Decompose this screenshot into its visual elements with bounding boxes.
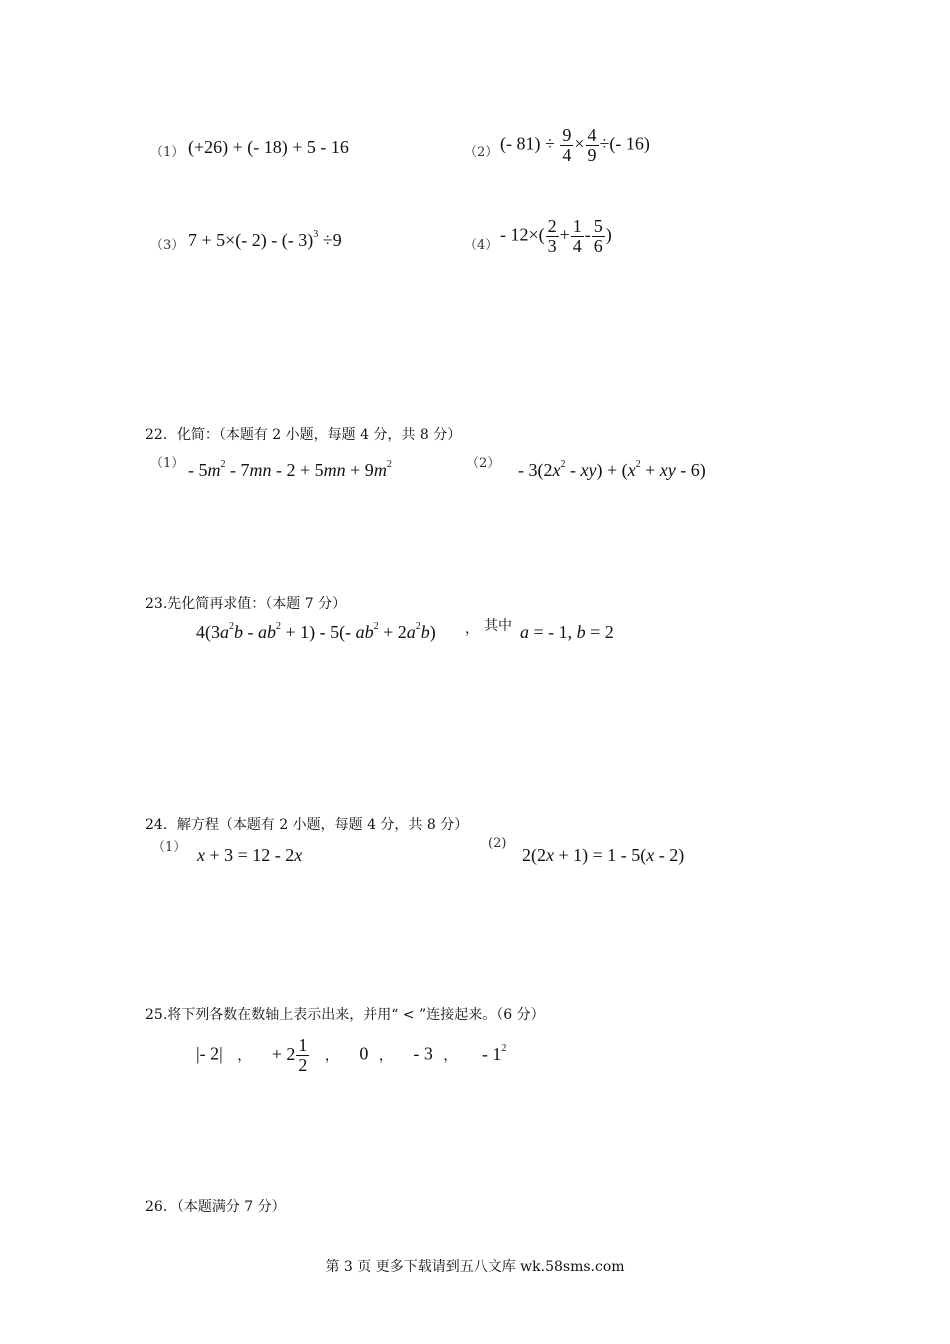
q24-heading: 24．解方程（本题有 2 小题，每题 4 分，共 8 分） xyxy=(145,817,469,833)
q21-3-expression: 7 + 5×(- 2) - (- 3)$^3$ ÷9 xyxy=(188,229,342,250)
q23-heading: 23.先化简再求值：（本题 7 分） xyxy=(145,596,347,612)
q23-condition: a = - 1, b = 2 xyxy=(520,622,614,642)
q24-1-label: （1） xyxy=(152,840,187,855)
q25-numbers xyxy=(196,1036,506,1075)
q23-expression: $4(3a^2b - ab^2 + 1) - 5(-$ $ab^2 + 2a^2b$) xyxy=(196,621,436,642)
q23-where-label: 其中 xyxy=(484,618,512,634)
q25-heading: 25.将下列各数在数轴上表示出来，并用“ < ”连接起来。（6 分） xyxy=(145,1007,545,1023)
q21-3-label: （3） xyxy=(150,238,185,253)
q25-sep-1: ， xyxy=(237,1047,252,1064)
q23-comma: ， xyxy=(465,621,479,637)
q21-2-expression: (- 81) ÷ $\frac{9}{4}$ × $\frac{4}{9}$ ÷(- 16) xyxy=(500,125,650,165)
q26-heading: 26．（本题满分 7 分） xyxy=(145,1199,286,1215)
neg-one-squared: - $1^2$ xyxy=(481,1042,507,1064)
abs-neg-two: |- 2| xyxy=(196,1043,223,1064)
q21-1-expression: (+26) + (- 18) + 5 - 16 xyxy=(188,137,349,157)
neg-three: - 3 xyxy=(413,1043,433,1064)
q21-1-label: （1） xyxy=(150,145,185,160)
zero: 0 xyxy=(359,1043,369,1064)
q21-4-label: （4） xyxy=(464,238,499,253)
q25-sep-2: ， xyxy=(324,1047,339,1064)
q22-heading: 22．化简：（本题有 2 小题，每题 4 分，共 8 分） xyxy=(145,427,462,443)
q22-2-expression: - $3(2x^2 - xy) + (x^2$ + xy - 6) xyxy=(518,459,706,480)
q21-2-label: （2） xyxy=(464,145,499,160)
q22-2-label: （2） xyxy=(466,456,501,471)
q25-sep-4: ， xyxy=(443,1047,458,1064)
q22-1-expression: - $5m^2 - 7mn - 2 + 5mn + 9m^2$ xyxy=(188,459,392,480)
q24-2-equation: 2(2x + 1) = 1 - 5(x - 2) xyxy=(522,845,685,865)
q22-1-label: （1） xyxy=(150,456,185,471)
q24-1-equation: x + 3 = 12 - 2x xyxy=(197,845,303,865)
plus-two-half: + 2 $\frac{1}{2}$ xyxy=(271,1035,308,1075)
q24-2-label: (2) xyxy=(488,836,507,851)
q21-4-expression: - 12×( $\frac{2}{3}$ + $\frac{1}{4}$ - $\frac{5}{6}$ ) xyxy=(500,216,612,256)
q25-sep-3: ， xyxy=(378,1047,393,1064)
page-footer: 第 3 页 更多下载请到五八文库 wk.58sms.com xyxy=(325,1259,625,1275)
